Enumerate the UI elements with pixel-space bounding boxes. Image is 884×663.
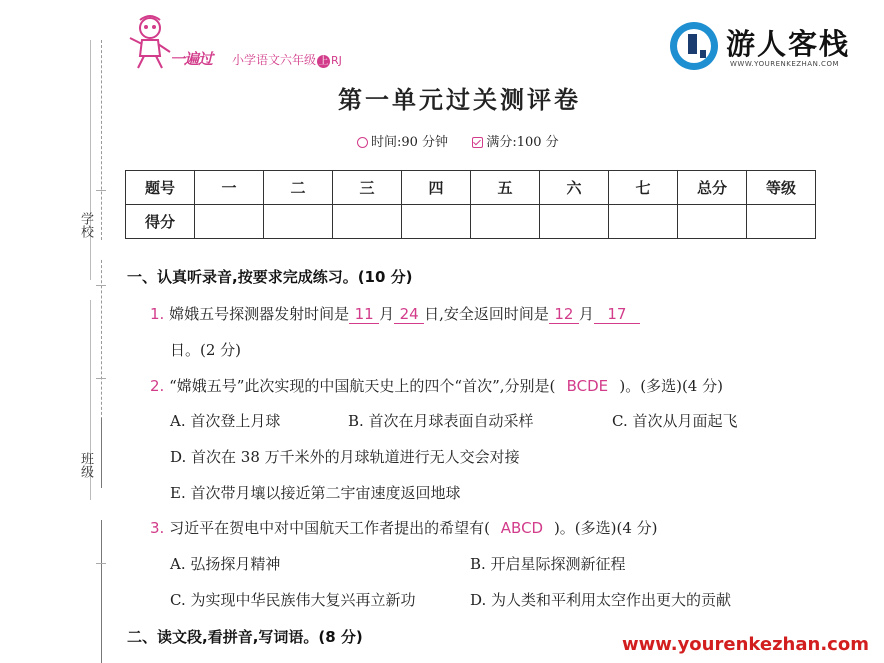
table-header-cell: 五	[471, 171, 540, 205]
score-table	[125, 170, 816, 239]
score-cell[interactable]	[195, 205, 264, 239]
table-header-cell: 二	[264, 171, 333, 205]
binding-dashed-line	[101, 40, 102, 240]
option: D. 为人类和平利用太空作出更大的贡献	[470, 591, 732, 609]
table-row-label: 得分	[126, 205, 195, 239]
answer-choice[interactable]: BCDE	[566, 377, 609, 395]
option: A. 首次登上月球	[170, 412, 281, 430]
question-text: 日,安全返回时间是	[424, 305, 549, 323]
binding-tick	[96, 285, 106, 286]
question-number: 1.	[150, 305, 165, 323]
site-name: 游人客栈	[726, 27, 851, 61]
brand-logo-text: 一遍过	[170, 50, 213, 68]
table-header-cell: 等级	[747, 171, 816, 205]
question-number: 3.	[150, 519, 165, 537]
site-logo	[668, 20, 868, 72]
site-url: WWW.YOURENKEZHAN.COM	[730, 60, 839, 68]
score-cell[interactable]	[678, 205, 747, 239]
option: C. 为实现中华民族伟大复兴再立新功	[170, 591, 416, 609]
answer-blank[interactable]: 11	[349, 305, 379, 324]
question-text: “嫦娥五号”此次实现的中国航天史上的四个“首次”,分别是(	[169, 377, 556, 395]
question-2	[150, 375, 723, 396]
exam-meta	[357, 131, 559, 150]
question-text: 月	[578, 305, 594, 323]
question-1	[150, 303, 640, 324]
score-cell[interactable]	[402, 205, 471, 239]
mascot-icon	[126, 14, 174, 72]
watermark: www.yourenkezhan.com	[622, 634, 869, 655]
school-label: 学校	[78, 212, 93, 238]
score-cell[interactable]	[264, 205, 333, 239]
answer-blank[interactable]: 17	[594, 305, 640, 324]
binding-tick	[96, 378, 106, 379]
table-header-cell: 四	[402, 171, 471, 205]
question-text: 嫦娥五号探测器发射时间是	[169, 305, 350, 323]
score-cell[interactable]	[747, 205, 816, 239]
section-heading: 二、读文段,看拼音,写词语。(8 分)	[127, 628, 363, 646]
option: A. 弘扬探月精神	[170, 555, 281, 573]
score-cell[interactable]	[609, 205, 678, 239]
section-heading: 一、认真听录音,按要求完成练习。(10 分)	[127, 268, 413, 286]
score-cell[interactable]	[540, 205, 609, 239]
option: D. 首次在 38 万千米外的月球轨道进行无人交会对接	[170, 448, 520, 466]
question-text: 习近平在贺电中对中国航天工作者提出的希望有(	[169, 519, 490, 537]
site-logo-icon	[668, 20, 720, 72]
question-text: 月	[379, 305, 395, 323]
brand-edition: RJ	[331, 54, 342, 67]
answer-choice[interactable]: ABCD	[500, 519, 544, 537]
binding-solid-line	[101, 520, 102, 663]
table-header-cell: 总分	[678, 171, 747, 205]
table-row	[126, 171, 816, 205]
term-badge: 上	[318, 56, 329, 67]
exam-full-score: 满分:100 分	[486, 135, 559, 150]
binding-margin	[0, 0, 120, 663]
binding-tick	[96, 563, 106, 564]
score-cell[interactable]	[333, 205, 402, 239]
checkbox-icon	[472, 137, 483, 148]
table-header-cell: 三	[333, 171, 402, 205]
page-title: 第一单元过关测评卷	[338, 85, 581, 114]
question-text: 日。(2 分)	[170, 341, 242, 359]
option: B. 首次在月球表面自动采样	[348, 412, 534, 430]
score-cell[interactable]	[471, 205, 540, 239]
answer-blank[interactable]: 12	[549, 305, 579, 324]
answer-blank[interactable]: 24	[394, 305, 424, 324]
table-header-cell: 七	[609, 171, 678, 205]
clock-icon	[357, 137, 368, 148]
binding-solid-line	[101, 418, 102, 488]
binding-field-line	[90, 40, 91, 280]
class-label: 班级	[78, 452, 93, 478]
table-header-cell: 六	[540, 171, 609, 205]
option: B. 开启星际探测新征程	[470, 555, 626, 573]
table-header-cell: 题号	[126, 171, 195, 205]
table-row	[126, 205, 816, 239]
binding-tick	[96, 190, 106, 191]
binding-dashed-line	[101, 260, 102, 420]
option: E. 首次带月壤以接近第二宇宙速度返回地球	[170, 484, 461, 502]
question-text: )。(多选)(4 分)	[553, 519, 658, 537]
question-text: )。(多选)(4 分)	[619, 377, 723, 395]
brand-subtitle	[232, 51, 342, 68]
brand-grade: 小学语文六年级	[232, 53, 317, 67]
table-header-cell: 一	[195, 171, 264, 205]
question-number: 2.	[150, 377, 165, 395]
brand-header	[122, 14, 392, 72]
exam-time: 时间:90 分钟	[371, 135, 449, 150]
question-3	[150, 517, 658, 538]
option: C. 首次从月面起飞	[612, 412, 738, 430]
